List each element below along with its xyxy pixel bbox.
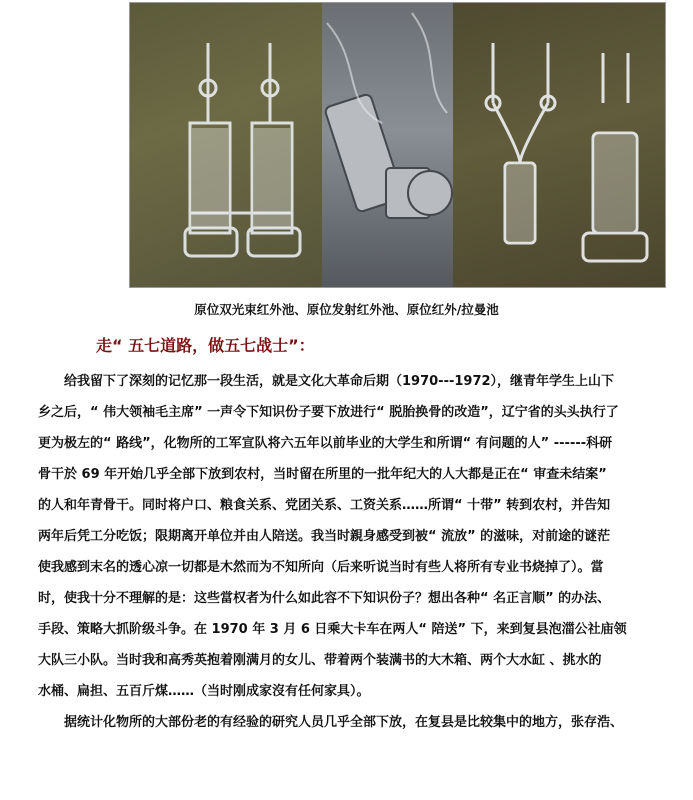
text-line: 据统计化物所的大部份老的有经验的研究人员几乎全部下放，在复县是比较集中的地方，张存浩、 [64,715,624,730]
figure-caption: 原位双光束红外池、原位发射红外池、原位红外/拉曼池 [194,302,499,317]
text-line: 使我感到末名的透心凉一切都是木然而为不知所向（后来听说当时有些人将所有专业书烧掉了）。當 [38,560,604,575]
dual-beam-ir-cell-photo [130,3,322,287]
section-title: 走“ 五七道路，做五七战士”： [96,336,315,355]
emission-ir-cell-photo [322,3,453,287]
text-line: 时，使我十分不理解的是：这些當权者为什么如此容不下知识份子？想出各种“ 名正言顺” 的办法、 [38,591,611,606]
text-line: 水桶、扁担、五百斤煤……（当时刚成家沒有任何家具）。 [38,684,370,699]
photo-strip [129,2,666,288]
text-line: 更为极左的“ 路线”，化物所的工军宣队将六五年以前毕业的大学生和所谓“ 有问题的人” ------科研 [38,436,613,451]
text-line: 大队三小队。当时我和高秀英抱着刚满月的女儿、带着两个装满书的大木箱、两个大水缸 、挑水的 [38,653,602,668]
body-text [38,366,658,738]
text-line: 的人和年青骨干。同时将户口、粮食关系、党团关系、工资关系……所谓“ 十带” 转到农村，并告知 [38,498,611,513]
text-line: 给我留下了深刻的记忆那一段生活，就是文化大革命后期（1970---1972），继青年学生上山下 [64,374,615,389]
text-line: 手段、策略大抓阶级斗争。在 1970 年 3 月 6 日乘大卡车在两人“ 陪送” 下，来到复县泡湽公社庙领 [38,622,627,637]
ir-raman-cell-photo [453,3,665,287]
text-line: 骨干於 69 年开始几乎全部下放到农村，当时留在所里的一批年纪大的人大都是正在“ 审查未结案” [38,467,607,482]
text-line: 两年后凭工分吃饭；限期离开单位并由人陪送。我当时親身感受到被“ 流放” 的滋味，对前途的谜茫 [38,529,611,544]
text-line: 乡之后，“ 伟大领袖毛主席” 一声令下知识份子要下放进行“ 脱胎换骨的改造”，辽宁省的头头执行了 [38,405,619,420]
